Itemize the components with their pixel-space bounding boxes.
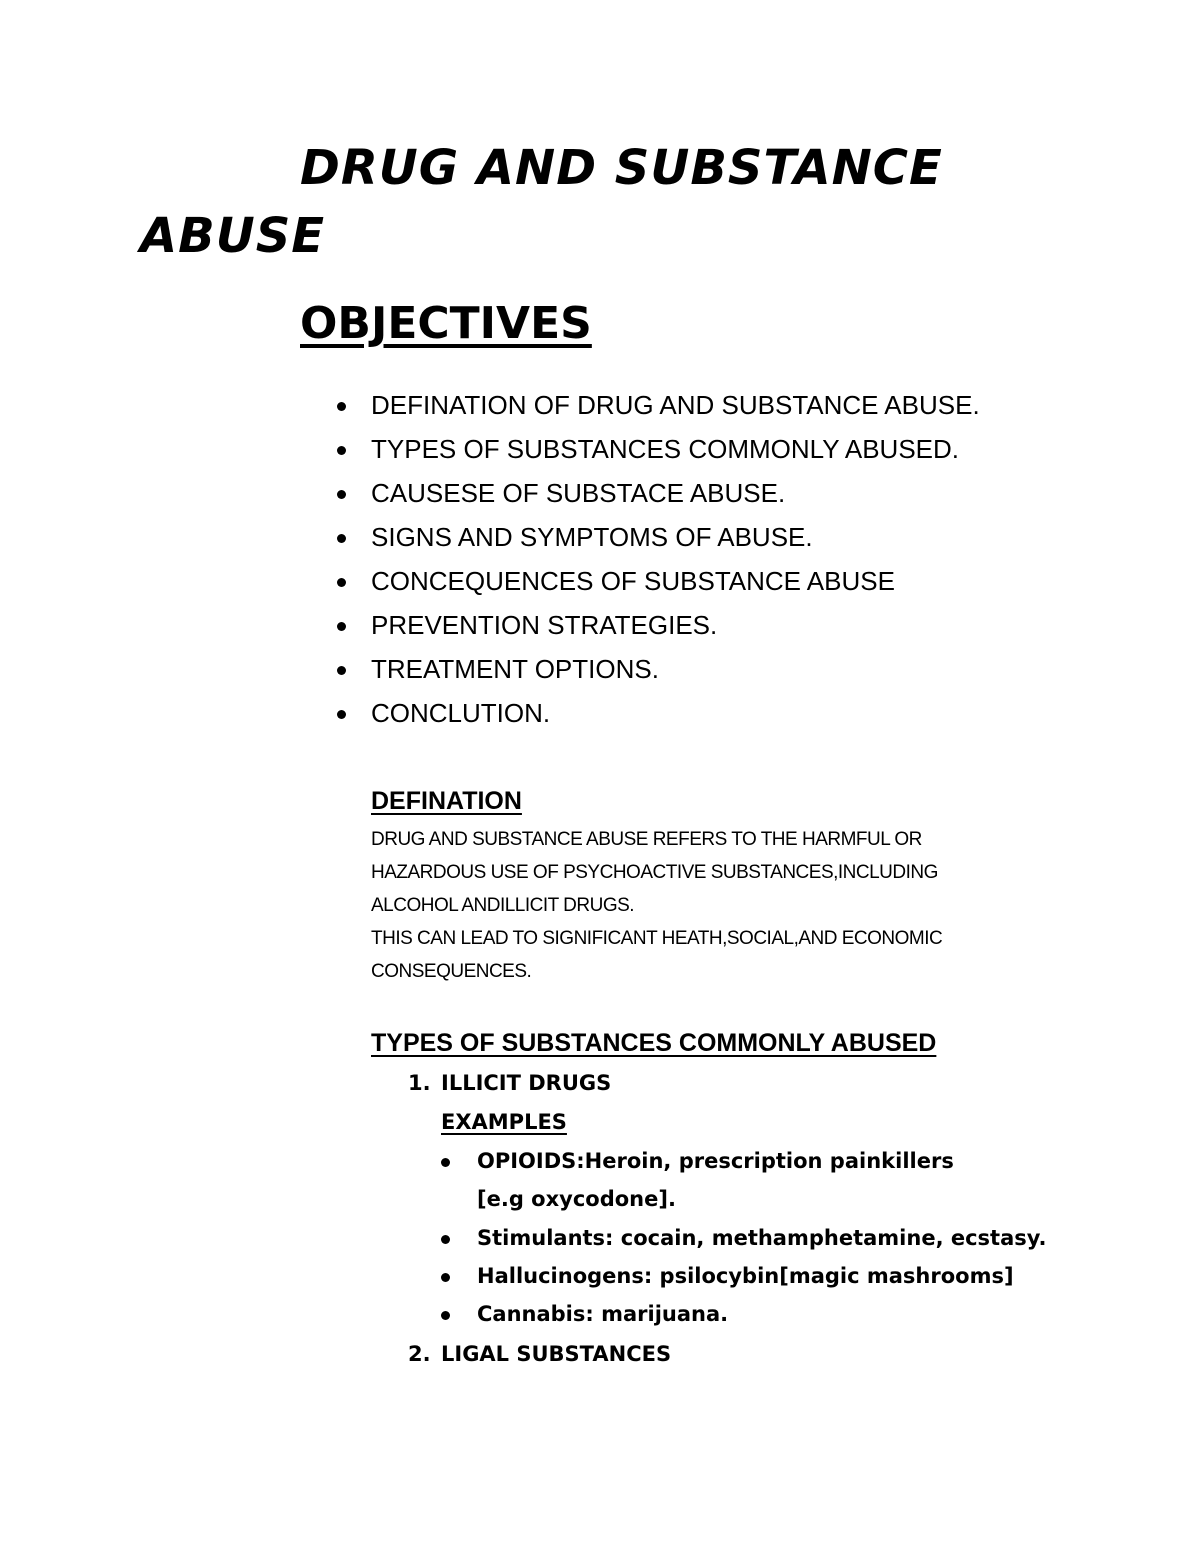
bullet-icon [441,1311,450,1320]
objective-item: TYPES OF SUBSTANCES COMMONLY ABUSED. [371,434,960,464]
example-item: Stimulants: cocain, methamphetamine, ecstasy. [477,1226,1047,1250]
example-item: Cannabis: marijuana. [477,1302,729,1326]
bullet-icon [337,402,346,411]
definition-heading: DEFINATION [371,787,522,815]
legal-substances-label: LIGAL SUBSTANCES [441,1342,672,1366]
bullet-icon [337,534,346,543]
objective-item: CAUSESE OF SUBSTACE ABUSE. [371,478,786,508]
illicit-drugs-label: ILLICIT DRUGS [441,1071,612,1095]
definition-line: THIS CAN LEAD TO SIGNIFICANT HEATH,SOCIAL,AND ECONOMIC [371,928,943,949]
definition-line: CONSEQUENCES. [371,961,532,982]
bullet-icon [441,1158,450,1167]
bullet-icon [337,490,346,499]
example-item: Hallucinogens: psilocybin[magic mashrooms] [477,1264,1014,1288]
types-heading: TYPES OF SUBSTANCES COMMONLY ABUSED [371,1029,937,1057]
document-title-line-1: DRUG AND SUBSTANCE [300,140,943,196]
objective-item: PREVENTION STRATEGIES. [371,610,718,640]
list-number: 1. [408,1071,431,1095]
objective-item: SIGNS AND SYMPTOMS OF ABUSE. [371,522,813,552]
document-title-line-2: ABUSE [140,208,326,264]
objective-item: CONCLUTION. [371,698,551,728]
example-item: OPIOIDS:Heroin, prescription painkillers [477,1149,954,1173]
objective-item: TREATMENT OPTIONS. [371,654,659,684]
bullet-icon [337,446,346,455]
bullet-icon [441,1235,450,1244]
definition-line: HAZARDOUS USE OF PSYCHOACTIVE SUBSTANCES,INCLUDING [371,862,938,883]
definition-line: DRUG AND SUBSTANCE ABUSE REFERS TO THE HARMFUL OR [371,829,922,850]
objectives-heading: OBJECTIVES [300,298,592,349]
list-number: 2. [408,1342,431,1366]
objective-item: DEFINATION OF DRUG AND SUBSTANCE ABUSE. [371,390,980,420]
objective-item: CONCEQUENCES OF SUBSTANCE ABUSE [371,566,895,596]
bullet-icon [337,622,346,631]
example-item-continuation: [e.g oxycodone]. [477,1187,676,1211]
definition-line: ALCOHOL ANDILLICIT DRUGS. [371,895,635,916]
bullet-icon [441,1273,450,1282]
bullet-icon [337,578,346,587]
bullet-icon [337,710,346,719]
bullet-icon [337,666,346,675]
examples-label: EXAMPLES [441,1110,567,1134]
